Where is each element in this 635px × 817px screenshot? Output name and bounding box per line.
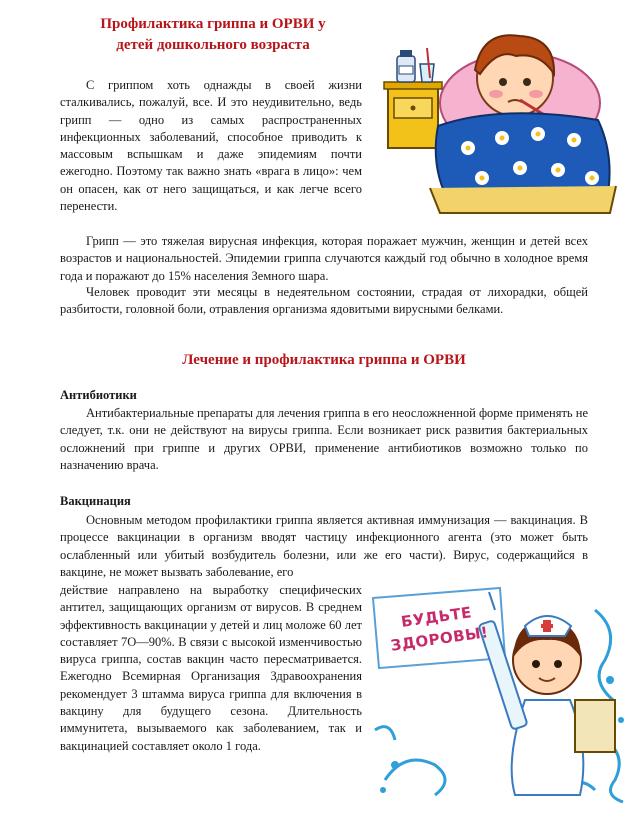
glass-icon (420, 48, 434, 82)
antibiotics-heading: Антибиотики (60, 388, 137, 402)
child-head (475, 35, 554, 116)
slogan-line-1: БУДЬТЕ (399, 603, 474, 631)
page-title (68, 14, 358, 56)
intro-paragraph-3: Человек проводит эти месяцы в недеятельном состоянии, страдая от лихорадки, общей разбитости, головной боли, отравления организма ядовитыми вирусными белками. (60, 285, 588, 317)
section-title: Лечение и профилактика гриппа и ОРВИ (182, 352, 466, 368)
vaccination-paragraph-2: действие направлено на выработку специфических антител, защищающих организм от вирусов. В среднем эффективность вакцинации у детей и лиц моложе 60 лет составляет 7О—90%. В связи с высокой изменчивостью вируса гриппа, состав вакцин часто пересматривается. Ежегодно Всемирная Организация Здравоохранения рекомендует 3 штамма вируса гриппа для включения в вакцину для будущего сезона. Длительность иммунитета, вызываемого как заболеванием, так и вакцинацией составляет около 1 года. (60, 583, 362, 753)
vaccination-heading: Вакцинация (60, 494, 131, 508)
antibiotics-paragraph: Антибактериальные препараты для лечения гриппа в его неосложненной форме применять не следует, т.к. они не действуют на вирусы гриппа. Если возникает риск развития бактериальных осложнений при гриппе и других ОРВИ, применение антибиотиков возможно только по назначению врача. (60, 406, 588, 472)
vaccination-paragraph-1: Основным методом профилактики гриппа является активная иммунизация — вакцинация. В процессе вакцинации в организм вводят частицу инфекционного агента (это может быть ослабленный или убитый возбудитель болезни, или же его части). Вирус, содержащийся в вакцине, не может вызвать заболевание, его (60, 513, 588, 579)
title-line-1: Профилактика гриппа и ОРВИ у (100, 16, 326, 32)
intro-paragraph-1: С гриппом хоть однажды в своей жизни сталкивались, пожалуй, все. И это неудивительно, ведь грипп — одно из самых распространенных инфекционных заболеваний, способное приводить к массовым вспышкам и даже эпидемиям почти ежегодно. Поэтому так важно знать «врага в лицо»: чем он опасен, как от него защищаться, и как легче всего перенести. (60, 78, 362, 214)
slogan-line-2: ЗДОРОВЫ! (389, 623, 490, 655)
sick-child-illustration (370, 8, 625, 223)
medicine-bottle-icon (397, 50, 415, 82)
title-line-2: детей дошкольного возраста (116, 37, 310, 53)
nightstand-icon (384, 82, 442, 148)
intro-paragraph-2: Грипп — это тяжелая вирусная инфекция, которая поражает мужчин, женщин и детей всех возрастов и национальностей. Эпидемии гриппа случаются каждый год обычно в холодное время года и поражают до 15% населения Земного шара. (60, 234, 588, 283)
bed-frame (430, 186, 616, 213)
clipboard-icon (575, 700, 615, 752)
nurse-figure (512, 616, 584, 795)
